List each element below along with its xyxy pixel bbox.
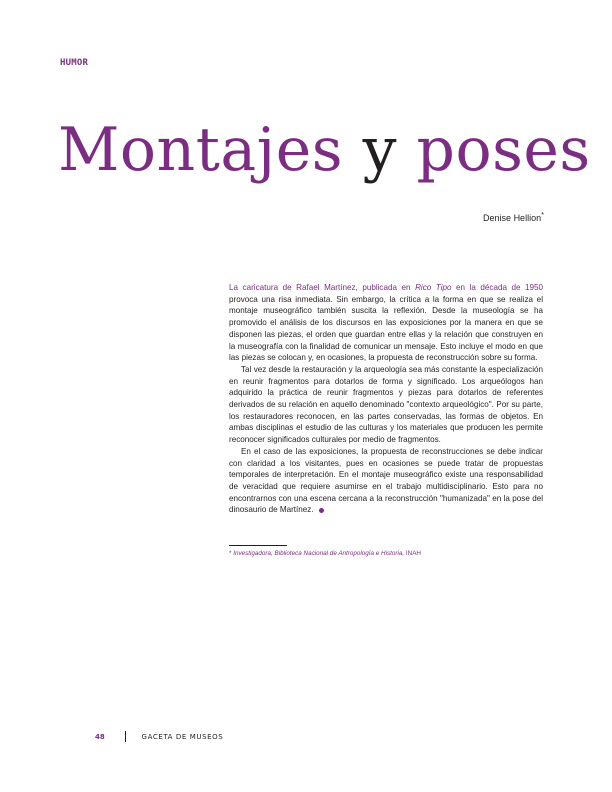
title-part-2: y	[362, 115, 397, 185]
footnote-divider	[229, 545, 287, 546]
footnote-org: INAH	[405, 550, 421, 557]
author-byline	[483, 210, 544, 223]
paragraph-1	[229, 282, 543, 364]
footnote-text: Investigadora, Biblioteca Nacional de Antropología e Historia,	[233, 550, 405, 557]
paragraph-2: Tal vez desde la restauración y la arqueología sea más constante la especialización en reunir fragmentos para dotarlos de forma y significado. Los arqueólogos han adquirido la práctica de reunir fragmentos y piezas para dotarlos de referentes derivados de su relación en aquello denominado "contexto arqueológico". Por su parte, los restauradores reconocen, en las partes conservadas, las formas de objetos. En ambas disciplinas el estudio de las culturas y los materiales que producen les permite reconocer significados culturales por medio de fragmentos.	[229, 364, 543, 445]
page-footer	[95, 731, 223, 742]
author-name: Denise Hellion	[483, 213, 542, 223]
lead-tail: en la década de 1950	[456, 283, 544, 292]
author-footnote-marker: *	[541, 210, 544, 219]
footnote-marker: *	[229, 550, 232, 557]
lead-source: Rico Tipo	[415, 283, 452, 292]
publication-name: GACETA DE MUSEOS	[141, 732, 224, 741]
paragraph-3	[229, 446, 543, 516]
article-body	[229, 282, 543, 516]
footer-divider	[125, 731, 126, 742]
section-label: HUMOR	[60, 58, 89, 68]
article-title	[58, 115, 591, 185]
paragraph-1-rest: provoca una risa inmediata. Sin embargo, la crítica a la forma en que se realiza el montaje museográfico también suscita la reflexión. Desde la museología se ha promovido el análisis de los discursos en las exposiciones por la manera en que se disponen las piezas, el orden que guardan entre ellas y la relación que construyen en la museografía con la finalidad de comunicar un mensaje. Esto incluye el modo en que las piezas se colocan y, en ocasiones, la propuesta de reconstrucción sobre su forma.	[229, 294, 543, 363]
lead-text	[229, 283, 543, 292]
page-number: 48	[95, 732, 105, 741]
title-part-1: Montajes	[58, 115, 363, 185]
lead-intro: La caricatura de Rafael Martínez, publicada en	[229, 283, 411, 292]
footnote	[229, 550, 421, 557]
title-part-3: poses	[396, 115, 591, 185]
paragraph-3-text: En el caso de las exposiciones, la propuesta de reconstrucciones se debe indicar con claridad a los visitantes, pues en ocasiones se puede tratar de propuestas temporales de interpretación. En el montaje museográfico existe una responsabilidad de veracidad que requiere asumirse en el trabajo multidisciplinario. Esto para no encontrarnos con una escena cercana a la reconstrucción "humanizada" en la pose del dinosaurio de Martínez.	[229, 446, 543, 515]
end-of-article-icon	[319, 508, 324, 513]
